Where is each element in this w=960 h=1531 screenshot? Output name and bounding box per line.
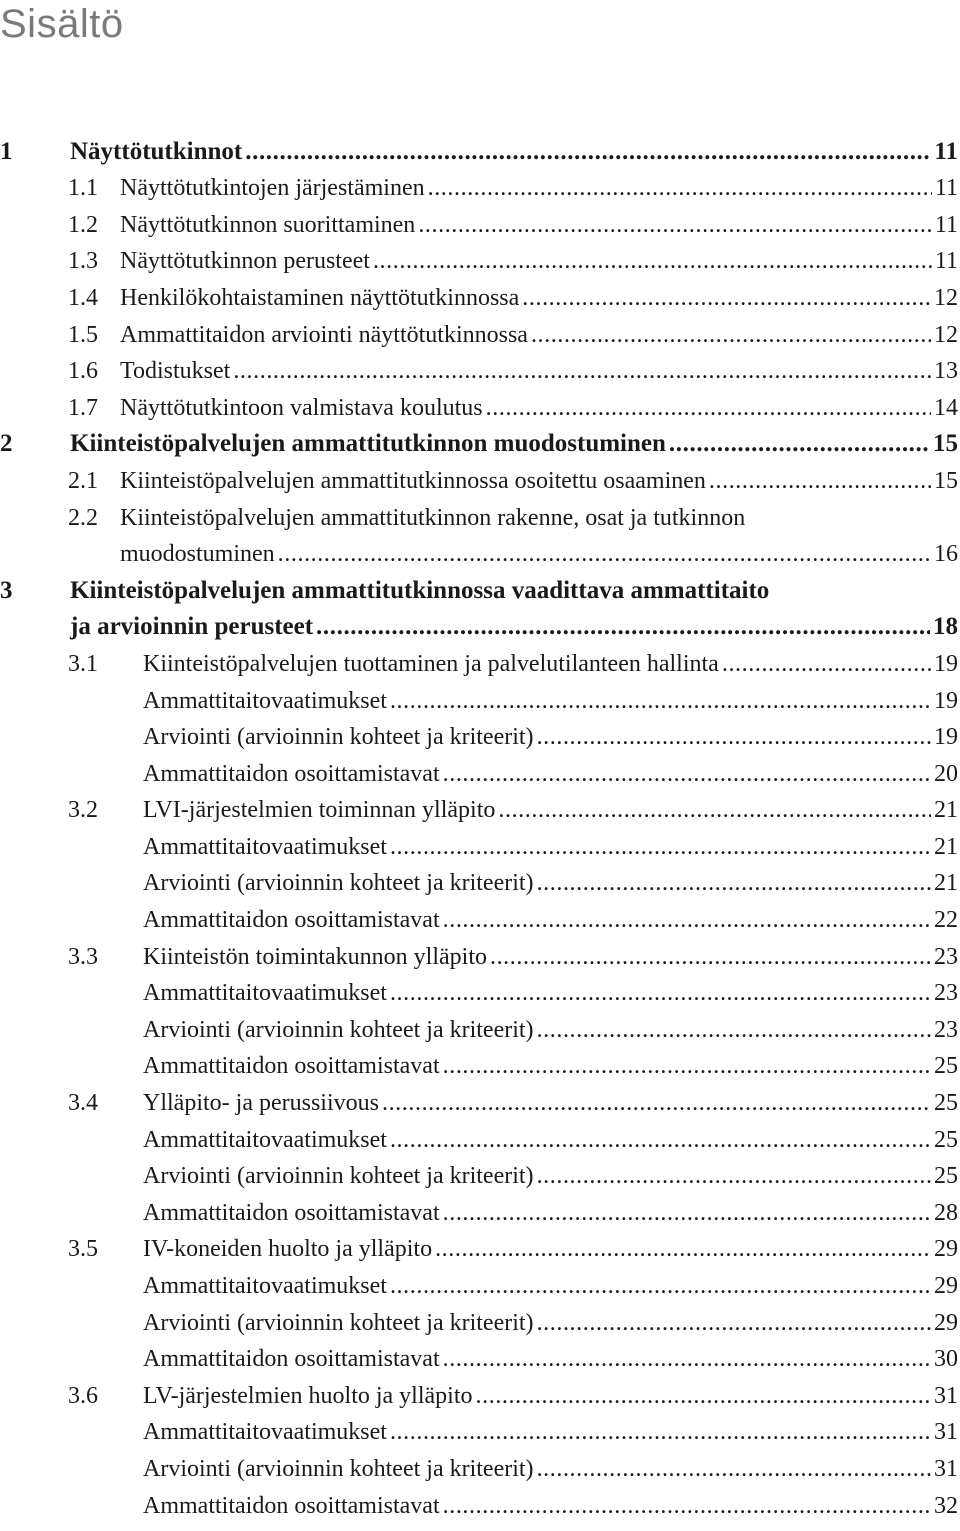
- toc-entry-title: Ammattitaitovaatimukset: [143, 1273, 387, 1299]
- toc-entry[interactable]: [0, 208, 958, 245]
- toc-entry-title: Arviointi (arvioinnin kohteet ja kriteerit): [143, 1309, 534, 1336]
- dot-leader: [537, 871, 931, 895]
- toc-entry[interactable]: [0, 1269, 958, 1306]
- toc-entry[interactable]: [0, 1050, 958, 1087]
- toc-entry[interactable]: [0, 977, 958, 1014]
- toc-entry-page-number: 29: [934, 1273, 958, 1299]
- toc-entry-title: Kiinteistön toimintakunnon ylläpito: [143, 943, 487, 970]
- toc-entry[interactable]: [0, 464, 958, 501]
- toc-entry[interactable]: [0, 1452, 958, 1489]
- toc-entry-page-number: 25: [934, 1090, 958, 1117]
- dot-leader: [498, 798, 931, 822]
- toc-entry-title: Todistukset: [120, 358, 231, 385]
- dot-leader: [443, 1201, 931, 1225]
- toc-entry-page-number: 11: [934, 175, 958, 202]
- toc-entry-page-number: 21: [934, 870, 958, 897]
- toc-entry[interactable]: [0, 1086, 958, 1123]
- toc-entry-page-number: 31: [934, 1419, 958, 1446]
- toc-entry-page-number: 23: [934, 1016, 958, 1043]
- toc-entry[interactable]: [0, 318, 958, 355]
- toc-entry-page-number: 28: [934, 1199, 958, 1226]
- toc-entry-number: 1.5: [68, 321, 98, 348]
- toc-entry[interactable]: [0, 355, 958, 392]
- toc-entry-title: Ammattitaidon osoittamistavat: [143, 907, 440, 934]
- toc-entry-page-number: 18: [933, 613, 958, 641]
- toc-entry-title: Arviointi (arvioinnin kohteet ja kriteerit): [143, 1163, 534, 1190]
- toc-chapter-entry[interactable]: [0, 135, 958, 172]
- toc-entry-page-number: 32: [934, 1492, 958, 1519]
- toc-entry[interactable]: [0, 684, 958, 721]
- dot-leader: [522, 286, 931, 310]
- toc-entry-title: muodostuminen: [120, 541, 275, 568]
- dot-leader: [443, 762, 931, 786]
- toc-entry[interactable]: [0, 281, 958, 318]
- toc-entry-number: 3.5: [68, 1236, 98, 1263]
- dot-leader: [316, 615, 930, 639]
- table-of-contents: [0, 135, 958, 1526]
- dot-leader: [435, 1237, 931, 1261]
- toc-entry-page-number: 23: [934, 943, 958, 970]
- toc-entry[interactable]: [0, 1123, 958, 1160]
- toc-entry[interactable]: [0, 391, 958, 428]
- toc-entry-number: 1: [0, 137, 13, 165]
- toc-entry-title: IV-koneiden huolto ja ylläpito: [143, 1236, 433, 1263]
- toc-entry-page-number: 11: [934, 248, 958, 275]
- toc-entry-page-number: 20: [934, 760, 958, 787]
- toc-entry-title: Kiinteistöpalvelujen tuottaminen ja palvelutilanteen hallinta: [143, 650, 719, 677]
- toc-entry-title: Ylläpito- ja perussiivous: [143, 1090, 379, 1117]
- toc-entry[interactable]: [0, 1416, 958, 1453]
- dot-leader: [428, 176, 932, 200]
- dot-leader: [390, 835, 931, 859]
- dot-leader: [537, 1164, 931, 1188]
- toc-entry-number: 3.1: [68, 650, 98, 677]
- toc-entry-number: 3.2: [68, 797, 98, 824]
- toc-entry[interactable]: [0, 172, 958, 209]
- toc-chapter-entry[interactable]: [0, 428, 958, 465]
- toc-entry[interactable]: [0, 1379, 958, 1416]
- toc-entry-page-number: 30: [934, 1346, 958, 1373]
- toc-entry-page-number: 11: [934, 211, 958, 238]
- dot-leader: [669, 432, 930, 456]
- toc-entry-title: Ammattitaidon osoittamistavat: [143, 1492, 440, 1519]
- toc-chapter-entry[interactable]: [0, 574, 958, 611]
- toc-entry[interactable]: [0, 1306, 958, 1343]
- dot-leader: [443, 1494, 931, 1518]
- toc-entry-page-number: 21: [934, 833, 958, 860]
- toc-entry-page-number: 29: [934, 1236, 958, 1263]
- toc-entry[interactable]: [0, 721, 958, 758]
- toc-entry-page-number: 21: [934, 797, 958, 824]
- toc-entry[interactable]: [0, 903, 958, 940]
- toc-entry-page-number: 16: [934, 541, 958, 568]
- dot-leader: [537, 1457, 931, 1481]
- dot-leader: [537, 1311, 931, 1335]
- toc-entry-title: Ammattitaidon arviointi näyttötutkinnossa: [120, 321, 528, 348]
- toc-entry-page-number: 22: [934, 907, 958, 934]
- dot-leader: [233, 359, 931, 383]
- dot-leader: [709, 469, 931, 493]
- dot-leader: [490, 945, 931, 969]
- toc-entry-page-number: 13: [934, 358, 958, 385]
- dot-leader: [531, 323, 931, 347]
- toc-entry-title: LVI-järjestelmien toiminnan ylläpito: [143, 797, 496, 824]
- toc-entry-page-number: 12: [934, 321, 958, 348]
- toc-entry-number: 1.6: [68, 358, 98, 385]
- dot-leader: [390, 1128, 931, 1152]
- toc-entry-page-number: 12: [934, 284, 958, 311]
- dot-leader: [382, 1091, 931, 1115]
- toc-entry-title: Henkilökohtaistaminen näyttötutkinnossa: [120, 284, 520, 311]
- toc-entry-title: Kiinteistöpalvelujen ammattitutkinnon muodostuminen: [70, 430, 666, 458]
- toc-entry[interactable]: [0, 1343, 958, 1380]
- toc-entry-page-number: 25: [934, 1163, 958, 1190]
- toc-entry-title: Näyttötutkinnot: [70, 137, 243, 165]
- toc-entry-title: Ammattitaidon osoittamistavat: [143, 760, 440, 787]
- toc-entry[interactable]: [0, 1196, 958, 1233]
- toc-entry-number: 3: [0, 576, 13, 604]
- page-title: Sisältö: [0, 2, 124, 46]
- toc-entry-title: Arviointi (arvioinnin kohteet ja kriteerit): [143, 870, 534, 897]
- toc-entry[interactable]: [0, 1013, 958, 1050]
- toc-entry-page-number: 15: [933, 430, 958, 458]
- toc-entry-title: Näyttötutkintojen järjestäminen: [120, 175, 425, 202]
- toc-chapter-entry[interactable]: [0, 611, 958, 648]
- toc-entry-number: 1.4: [68, 284, 98, 311]
- toc-entry[interactable]: [0, 647, 958, 684]
- dot-leader: [443, 1054, 931, 1078]
- dot-leader: [390, 689, 931, 713]
- dot-leader: [390, 1420, 931, 1444]
- toc-entry-page-number: 19: [934, 724, 958, 751]
- dot-leader: [537, 1018, 931, 1042]
- toc-entry-number: 2.1: [68, 467, 98, 494]
- toc-entry-title: LV-järjestelmien huolto ja ylläpito: [143, 1382, 473, 1409]
- toc-entry-title: Kiinteistöpalvelujen ammattitutkinnon rakenne, osat ja tutkinnon: [120, 504, 746, 531]
- toc-entry-title: Ammattitaitovaatimukset: [143, 687, 387, 714]
- toc-entry-number: 3.3: [68, 943, 98, 970]
- dot-leader: [373, 249, 932, 273]
- toc-entry-page-number: 11: [934, 137, 958, 165]
- dot-leader: [390, 1274, 931, 1298]
- toc-entry[interactable]: [0, 794, 958, 831]
- toc-entry-title: ja arvioinnin perusteet: [70, 613, 314, 641]
- toc-entry-page-number: 25: [934, 1053, 958, 1080]
- dot-leader: [486, 396, 931, 420]
- toc-entry-number: 1.2: [68, 211, 98, 238]
- dot-leader: [537, 725, 931, 749]
- dot-leader: [443, 908, 931, 932]
- toc-entry-title: Kiinteistöpalvelujen ammattitutkinnossa vaadittava ammattitaito: [70, 576, 770, 604]
- toc-entry-page-number: 19: [934, 687, 958, 714]
- toc-entry-title: Ammattitaidon osoittamistavat: [143, 1053, 440, 1080]
- toc-entry-page-number: 31: [934, 1382, 958, 1409]
- toc-entry-page-number: 23: [934, 980, 958, 1007]
- toc-entry-title: Arviointi (arvioinnin kohteet ja kriteerit): [143, 1016, 534, 1043]
- toc-entry[interactable]: [0, 538, 958, 575]
- toc-entry-page-number: 14: [934, 394, 958, 421]
- toc-entry[interactable]: [0, 1489, 958, 1526]
- toc-entry-number: 3.4: [68, 1090, 98, 1117]
- toc-entry[interactable]: [0, 245, 958, 282]
- toc-entry-number: 1.1: [68, 175, 98, 202]
- toc-entry[interactable]: [0, 830, 958, 867]
- toc-entry-title: Kiinteistöpalvelujen ammattitutkinnossa osoitettu osaaminen: [120, 467, 706, 494]
- toc-entry[interactable]: [0, 757, 958, 794]
- dot-leader: [390, 981, 931, 1005]
- toc-entry[interactable]: [0, 940, 958, 977]
- toc-entry-title: Ammattitaitovaatimukset: [143, 980, 387, 1007]
- toc-entry[interactable]: [0, 1160, 958, 1197]
- toc-entry-page-number: 19: [934, 650, 958, 677]
- toc-entry-number: 2.2: [68, 504, 98, 531]
- toc-entry[interactable]: [0, 1233, 958, 1270]
- toc-entry-number: 1.3: [68, 248, 98, 275]
- toc-entry-page-number: 15: [934, 467, 958, 494]
- toc-entry-page-number: 29: [934, 1309, 958, 1336]
- dot-leader: [418, 213, 932, 237]
- dot-leader: [245, 140, 931, 164]
- toc-entry-number: 3.6: [68, 1382, 98, 1409]
- toc-entry-title: Ammattitaitovaatimukset: [143, 1126, 387, 1153]
- toc-entry-page-number: 31: [934, 1455, 958, 1482]
- toc-entry-title: Ammattitaidon osoittamistavat: [143, 1346, 440, 1373]
- toc-entry-title: Arviointi (arvioinnin kohteet ja kriteerit): [143, 1455, 534, 1482]
- toc-entry-title: Ammattitaitovaatimukset: [143, 833, 387, 860]
- dot-leader: [443, 1347, 931, 1371]
- toc-entry[interactable]: [0, 867, 958, 904]
- toc-entry-title: Näyttötutkintoon valmistava koulutus: [120, 394, 483, 421]
- toc-entry-title: Näyttötutkinnon suorittaminen: [120, 211, 416, 238]
- dot-leader: [278, 542, 931, 566]
- toc-entry-title: Ammattitaitovaatimukset: [143, 1419, 387, 1446]
- toc-entry-page-number: 25: [934, 1126, 958, 1153]
- toc-entry-number: 1.7: [68, 394, 98, 421]
- toc-entry-title: Arviointi (arvioinnin kohteet ja kriteerit): [143, 724, 534, 751]
- dot-leader: [476, 1384, 931, 1408]
- toc-entry-number: 2: [0, 430, 13, 458]
- toc-entry-title: Ammattitaidon osoittamistavat: [143, 1199, 440, 1226]
- dot-leader: [722, 652, 931, 676]
- toc-entry[interactable]: [0, 501, 958, 538]
- toc-entry-title: Näyttötutkinnon perusteet: [120, 248, 370, 275]
